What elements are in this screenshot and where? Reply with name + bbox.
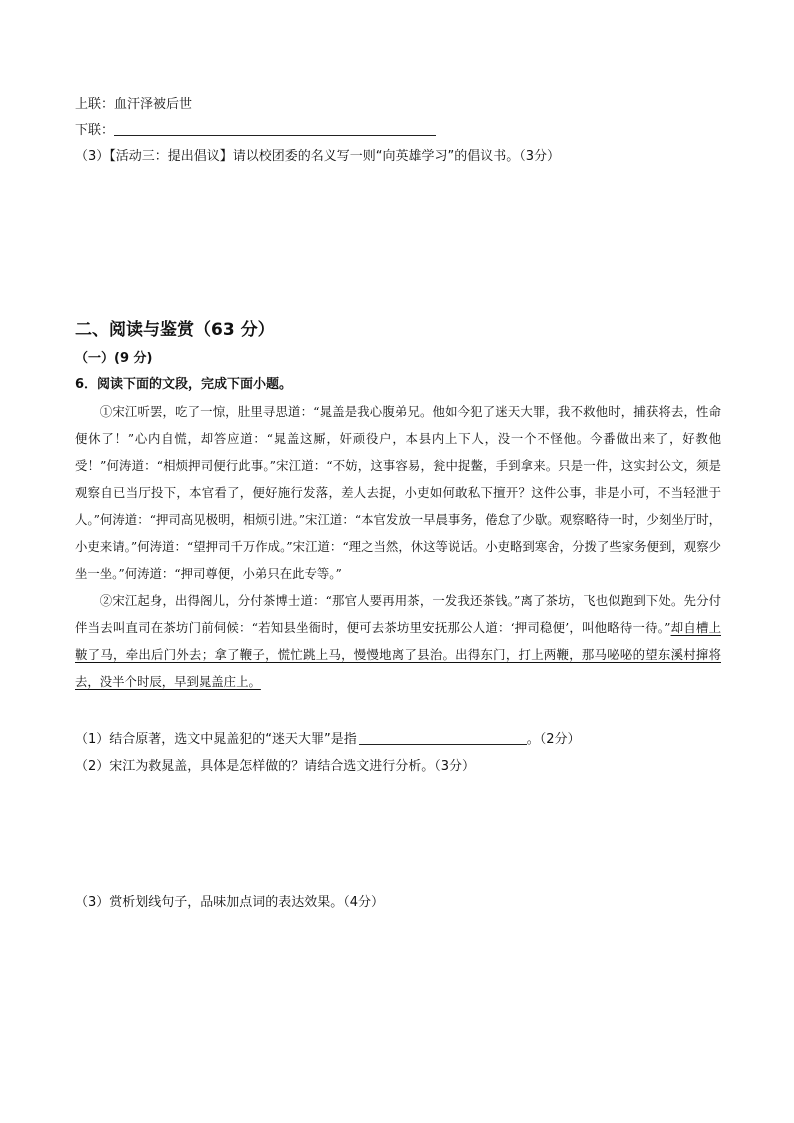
activity3-question: （3）【活动三：提出倡议】请以校团委的名义写一则“向英雄学习”的倡议书。（3分） xyxy=(75,149,561,164)
question3: （3）赏析划线句子，品味加点词的表达效果。（4分） xyxy=(75,895,385,910)
passage-underlined-sentence: 却自槽上鞁了马，牵出后门外去；拿了鞭子，慌忙跳上马，慢慢地离了县治。出得东门，打上两鞭，那马咇咇的望东溪村撺将去，没半个时辰，早到晁盖庄上。 xyxy=(75,620,721,689)
question6-title: 6．阅读下面的文段，完成下面小题。 xyxy=(75,377,293,392)
question2: （2）宋江为救晁盖，具体是怎样做的？请结合选文进行分析。（3分） xyxy=(75,759,476,774)
section2-title: 二、阅读与鉴赏（63 分） xyxy=(75,320,275,340)
question1-blank[interactable] xyxy=(359,731,527,745)
subsection1-title: （一）(9 分) xyxy=(75,351,153,366)
passage-paragraph-2 xyxy=(75,587,721,695)
question1-score: 。（2分） xyxy=(526,732,581,747)
couplet-upper: 上联：血汗泽被后世 xyxy=(75,97,193,112)
couplet-lower-label: 下联： xyxy=(75,123,115,138)
question1-text: （1）结合原著，选文中晁盖犯的“迷天大罪”是指 xyxy=(75,732,357,747)
couplet-lower-blank[interactable] xyxy=(114,122,436,136)
passage-paragraph-1: ①宋江听罢，吃了一惊，肚里寻思道：“晁盖是我心腹弟兄。他如今犯了迷天大罪，我不救他时，捕获将去，性命便休了！”心内自慌，却答应道：“晁盖这厮，奸顽役户，本县内上下人，没一个不怪他。今番做出来了，好教他受！”何涛道：“相烦押司便行此事。”宋江道：“不妨，这事容易，瓮中捉鳖，手到拿来。只是一件，这实封公文，须是观察自已当厅投下，本官看了，便好施行发落，差人去捉，小吏如何敢私下擅开？这件公事，非是小可，不当轻泄于人。”何涛道：“押司高见极明，相烦引进。”宋江道：“本官发放一早晨事务，倦怠了少歇。观察略待一时，少刻坐厅时，小吏来请。”何涛道：“望押司千万作成。”宋江道：“理之当然，休这等说话。小吏略到寒舍，分拨了些家务便到，观察少坐一坐。”何涛道：“押司尊便，小弟只在此专等。” xyxy=(75,404,721,581)
couplet-lower xyxy=(75,122,436,140)
reading-passage xyxy=(75,398,721,695)
passage-paragraph-2-text: ②宋江起身，出得阁儿，分付茶博士道：“那官人要再用茶，一发我还茶钱。”离了茶坊，飞也似跑到下处。先分付伴当去叫直司在茶坊门前伺候：“若知县坐衙时，便可去茶坊里安抚那公人道：‘押司稳便’，叫他略待一待。” xyxy=(75,593,721,635)
question1 xyxy=(75,731,581,749)
